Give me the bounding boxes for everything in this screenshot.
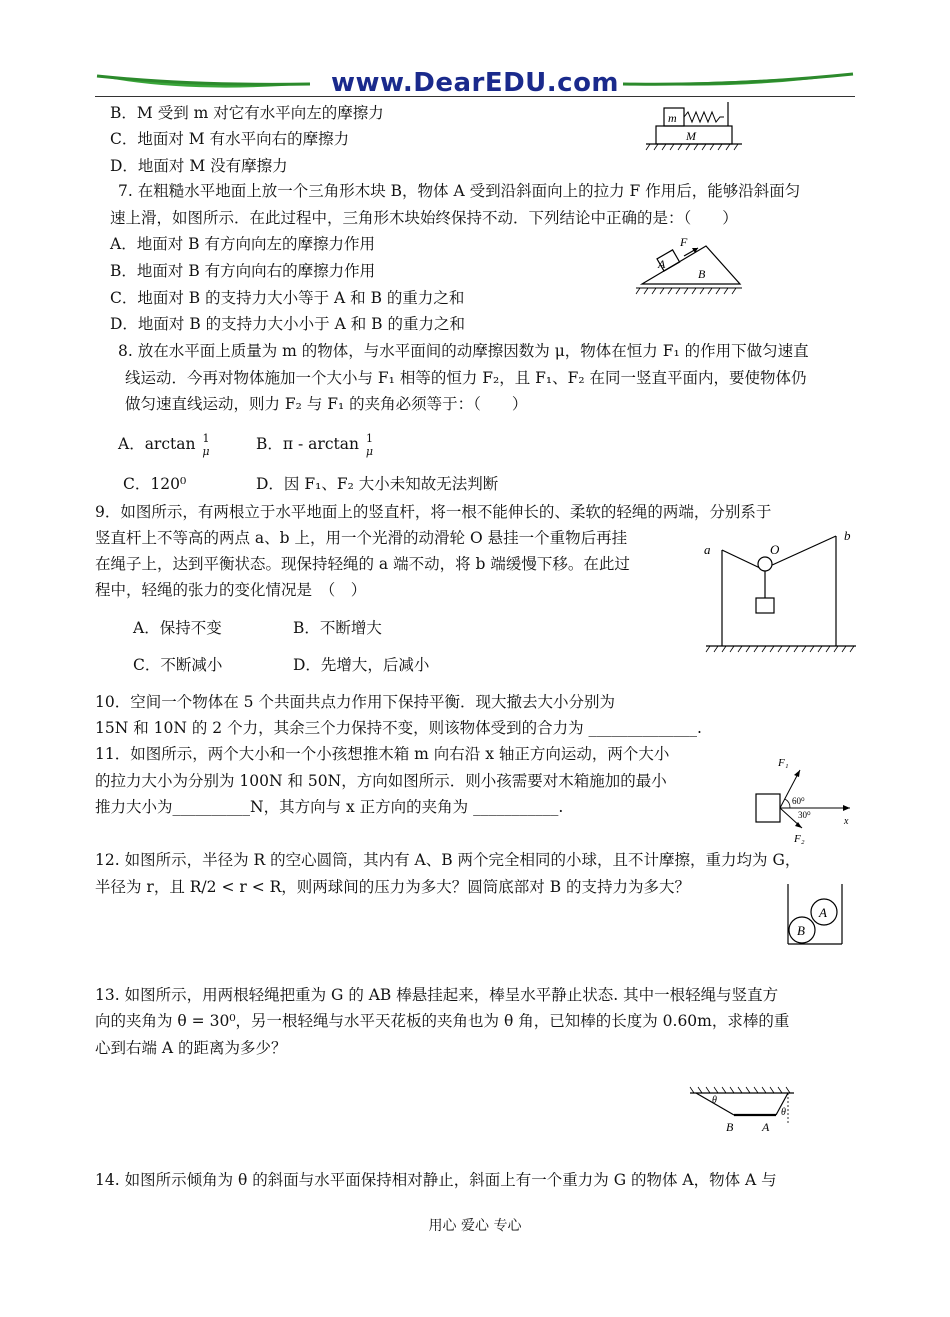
header-rule bbox=[95, 96, 855, 97]
q6-fig-label-M: M bbox=[686, 129, 696, 143]
q7-figure bbox=[636, 236, 746, 298]
q13-fig-label-theta1: θ bbox=[712, 1095, 717, 1106]
q14-stem-line1: 14. 如图所示倾角为 θ 的斜面与水平面保持相对静止，斜面上有一个重力为 G 的物体 A，物体 A 与 bbox=[95, 1171, 777, 1189]
q11-fig-label-F1: F₁ bbox=[778, 757, 789, 769]
q8-b-frac-den: μ bbox=[365, 445, 374, 458]
q9-stem-line1: 9．如图所示，有两根立于水平地面上的竖直杆，将一根不能伸长的、柔软的轻绳的两端，分别系于 bbox=[95, 503, 772, 521]
q8-option-c: C．120⁰ bbox=[123, 475, 187, 493]
q11-figure bbox=[752, 750, 857, 850]
q7-stem-line1: 7. 在粗糙水平地面上放一个三角形木块 B，物体 A 受到沿斜面向上的拉力 F 作用后，能够沿斜面匀 bbox=[118, 182, 801, 200]
q13-fig-label-B: B bbox=[726, 1120, 734, 1134]
q11-stem-line1: 11．如图所示，两个大小和一个小孩想推木箱 m 向右沿 x 轴正方向运动，两个大小 bbox=[95, 745, 670, 763]
q11-fig-label-60: 60⁰ bbox=[792, 796, 805, 806]
page-footer: 用心 爱心 专心 bbox=[428, 1218, 522, 1234]
q9-option-d: D．先增大，后减小 bbox=[293, 656, 430, 674]
q8-a-frac-num: 1 bbox=[202, 432, 210, 445]
q13-figure bbox=[688, 1085, 798, 1135]
q7-option-b: B．地面对 B 有方向向右的摩擦力作用 bbox=[110, 262, 376, 280]
q11-stem-line3: 推力大小为__________N，其方向与 x 正方向的夹角为 ___________. bbox=[95, 798, 564, 816]
q9-stem-line4: 程中，轻绳的张力的变化情况是 （ ） bbox=[95, 581, 367, 599]
q6-figure bbox=[646, 100, 746, 158]
q9-option-a: A．保持不变 bbox=[133, 619, 222, 637]
q8-option-b-fraction bbox=[366, 432, 373, 458]
q12-stem-line1: 12. 如图所示，半径为 R 的空心圆筒，其内有 A、B 两个完全相同的小球，且不计摩擦，重力均为 G， bbox=[95, 851, 801, 869]
q11-stem-line2: 的拉力大小为分别为 100N 和 50N，方向如图所示．则小孩需要对木箱施加的最小 bbox=[95, 772, 667, 790]
q7-fig-label-F: F bbox=[680, 235, 688, 249]
q9-option-b: B．不断增大 bbox=[293, 619, 382, 637]
q6-option-c: C．地面对 M 有水平向右的摩擦力 bbox=[110, 130, 350, 148]
q11-fig-label-F2: F₂ bbox=[794, 833, 805, 845]
site-logo-text: www.DearEDU.com bbox=[330, 68, 620, 98]
q7-fig-label-A: A bbox=[658, 257, 666, 271]
q13-stem-line2: 向的夹角为 θ = 30⁰，另一根轻绳与水平天花板的夹角也为 θ 角，已知棒的长度为 0.60m，求棒的重 bbox=[95, 1012, 790, 1030]
q9-stem-line3: 在绳子上，达到平衡状态。现保持轻绳的 a 端不动，将 b 端缓慢下移。在此过 bbox=[95, 555, 630, 573]
q12-stem-line2: 半径为 r，且 R/2 < r < R，则两球间的压力为多大？圆筒底部对 B 的支持力为多大？ bbox=[95, 878, 691, 896]
q8-b-frac-num: 1 bbox=[365, 432, 373, 445]
q11-fig-label-x: x bbox=[844, 816, 849, 827]
q13-stem-line1: 13. 如图所示，用两根轻绳把重为 G 的 AB 棒悬挂起来，棒呈水平静止状态. 其中一根轻绳与竖直方 bbox=[95, 986, 779, 1004]
q10-stem-line1: 10．空间一个物体在 5 个共面共点力作用下保持平衡．现大撤去大小分别为 bbox=[95, 693, 615, 711]
q9-fig-label-b: b bbox=[844, 528, 851, 543]
q12-fig-label-B: B bbox=[797, 923, 805, 938]
q6-option-d: D．地面对 M 没有摩擦力 bbox=[110, 157, 288, 175]
q9-figure bbox=[700, 528, 860, 658]
q13-fig-label-A: A bbox=[762, 1120, 770, 1134]
q8-stem-line3: 做匀速直线运动，则力 F₂ 与 F₁ 的夹角必须等于：（ ） bbox=[125, 395, 528, 413]
q8-stem-line1: 8. 放在水平面上质量为 m 的物体，与水平面间的动摩擦因数为 μ，物体在恒力 F₁ 的作用下做匀速直 bbox=[118, 342, 809, 360]
q8-option-b bbox=[256, 432, 373, 458]
q8-option-b-text: B．π - arctan bbox=[256, 435, 359, 453]
q7-option-a: A．地面对 B 有方向向左的摩擦力作用 bbox=[110, 235, 375, 253]
site-header bbox=[95, 64, 855, 104]
q7-fig-label-B: B bbox=[698, 267, 706, 281]
q11-fig-label-30: 30⁰ bbox=[798, 810, 811, 820]
q10-stem-line2: 15N 和 10N 的 2 个力，其余三个力保持不变，则该物体受到的合力为 ______________. bbox=[95, 719, 702, 737]
q9-option-c: C．不断减小 bbox=[133, 656, 223, 674]
q12-figure bbox=[784, 882, 848, 948]
q8-option-a bbox=[118, 432, 210, 458]
q9-fig-label-a: a bbox=[704, 542, 711, 557]
q8-option-d: D．因 F₁、F₂ 大小未知故无法判断 bbox=[256, 475, 499, 493]
q9-fig-label-O: O bbox=[770, 542, 780, 557]
q6-fig-label-m: m bbox=[668, 111, 677, 125]
q8-option-a-text: A．arctan bbox=[118, 435, 196, 453]
q8-a-frac-den: μ bbox=[202, 445, 210, 458]
q9-stem-line2: 竖直杆上不等高的两点 a、b 上，用一个光滑的动滑轮 O 悬挂一个重物后再挂 bbox=[95, 529, 628, 547]
q12-fig-label-A: A bbox=[819, 905, 827, 920]
q7-stem-line2: 速上滑，如图所示．在此过程中，三角形木块始终保持不动．下列结论中正确的是：（ ） bbox=[110, 209, 738, 227]
q8-stem-line2: 线运动．今再对物体施加一个大小与 F₁ 相等的恒力 F₂，且 F₁、F₂ 在同一竖直平面内，要使物体仍 bbox=[125, 369, 807, 387]
q7-option-c: C．地面对 B 的支持力大小等于 A 和 B 的重力之和 bbox=[110, 289, 465, 307]
q13-fig-label-theta2: θ bbox=[781, 1107, 786, 1118]
q8-option-a-fraction bbox=[202, 432, 209, 458]
q6-option-b: B．M 受到 m 对它有水平向左的摩擦力 bbox=[110, 104, 384, 122]
q13-stem-line3: 心到右端 A 的距离为多少？ bbox=[95, 1039, 287, 1057]
q7-option-d: D．地面对 B 的支持力大小小于 A 和 B 的重力之和 bbox=[110, 315, 465, 333]
